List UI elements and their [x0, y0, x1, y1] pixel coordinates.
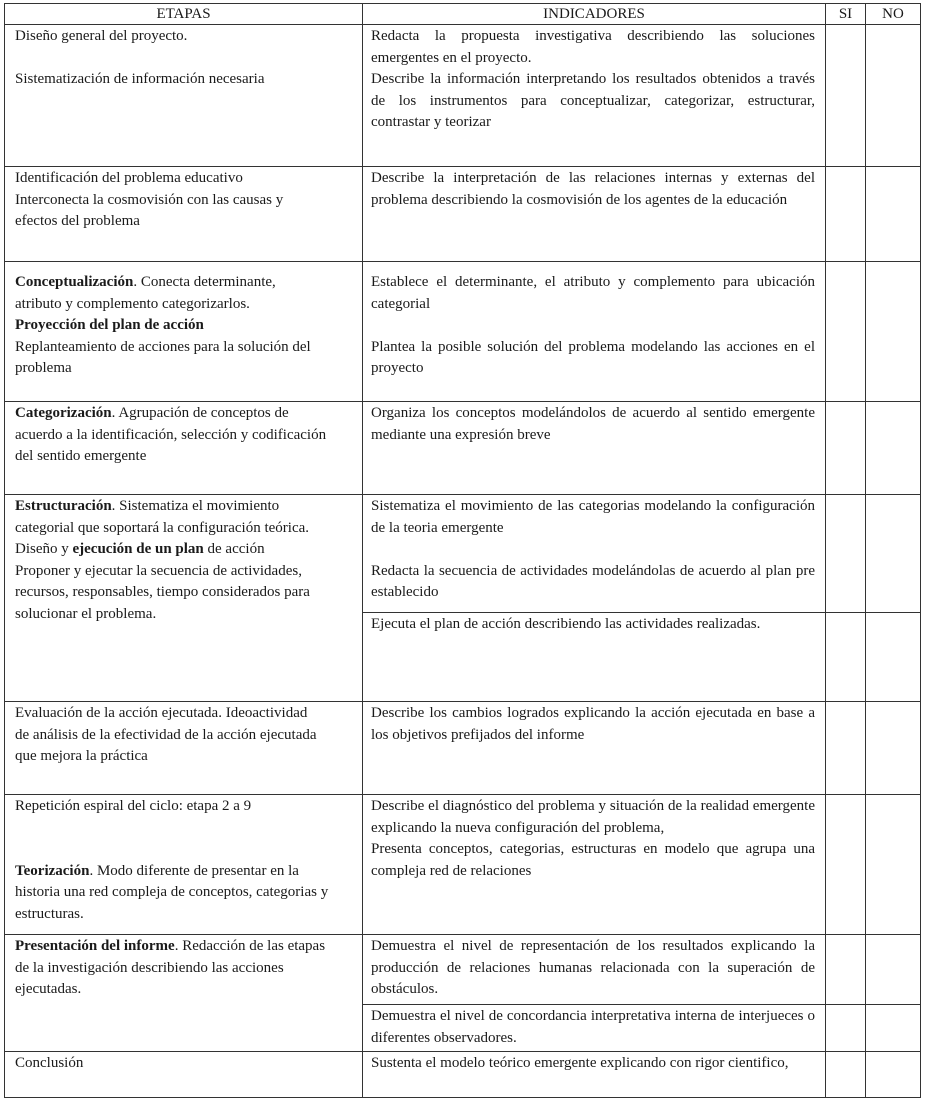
si-checkbox-cell[interactable] — [826, 167, 866, 262]
etapa-cell — [5, 1052, 363, 1098]
indicador-cell — [363, 495, 826, 613]
si-checkbox-cell[interactable] — [826, 613, 866, 702]
indicador-cell — [363, 25, 826, 167]
header-row — [5, 4, 921, 25]
table-row — [5, 935, 921, 1005]
indicador-text: Plantea la posible solución del problema modelando las acciones en el proyecto — [371, 338, 815, 376]
etapa-rest: Replanteamiento de acciones para la solución del problema — [15, 338, 311, 376]
indicador-text: Describe el diagnóstico del problema y situación de la realidad emergente explicando la nueva configuración del problema, — [371, 798, 815, 836]
header-si: SI — [826, 4, 866, 25]
etapa-text — [15, 861, 340, 926]
etapa-rest: . Sistematiza el movimiento categorial que soportará la configuración teórica. — [15, 498, 310, 536]
indicador-cell — [363, 935, 826, 1005]
si-checkbox-cell[interactable] — [826, 1005, 866, 1052]
etapa-bold: Presentación del informe — [15, 938, 175, 954]
indicador-text: Establece el determinante, el atributo y complemento para ubicación categorial — [371, 274, 815, 312]
indicador-cell — [363, 402, 826, 495]
etapa-bold: Proyección del plan de acción — [15, 317, 204, 333]
indicador-text: Sustenta el modelo teórico emergente explicando con rigor cientifico, — [371, 1055, 789, 1071]
indicador-text: Organiza los conceptos modelándolos de acuerdo al sentido emergente mediante una expresión breve — [371, 405, 815, 443]
indicador-text: Demuestra el nivel de concordancia interpretativa interna de interjueces o diferentes observadores. — [371, 1008, 815, 1046]
si-checkbox-cell[interactable] — [826, 702, 866, 795]
etapa-cell — [5, 25, 363, 167]
si-checkbox-cell[interactable] — [826, 495, 866, 613]
no-checkbox-cell[interactable] — [866, 935, 921, 1005]
etapa-text — [15, 315, 315, 380]
indicador-cell — [363, 1005, 826, 1052]
si-checkbox-cell[interactable] — [826, 1052, 866, 1098]
no-checkbox-cell[interactable] — [866, 702, 921, 795]
header-indicadores: INDICADORES — [363, 4, 826, 25]
si-checkbox-cell[interactable] — [826, 402, 866, 495]
etapa-text: Identificación del problema educativo Interconecta la cosmovisión con las causas y efectos del problema — [15, 170, 284, 229]
etapa-text — [15, 936, 330, 1001]
indicador-text: Redacta la propuesta investigativa describiendo las soluciones emergentes en el proyecto. — [371, 28, 815, 66]
table-row — [5, 25, 921, 167]
no-checkbox-cell[interactable] — [866, 495, 921, 613]
etapa-text — [15, 496, 335, 539]
indicador-cell — [363, 795, 826, 935]
table-row — [5, 402, 921, 495]
indicador-cell — [363, 167, 826, 262]
indicador-text: Describe la interpretación de las relaciones internas y externas del problema describiendo la cosmovisión de los agentes de la educación — [371, 170, 815, 208]
si-checkbox-cell[interactable] — [826, 795, 866, 935]
indicador-text: Demuestra el nivel de representación de los resultados explicando la producción de relaciones humanas relacionada con la superación de obstáculos. — [371, 938, 815, 997]
etapa-text: Conclusión — [15, 1055, 84, 1071]
si-checkbox-cell[interactable] — [826, 262, 866, 402]
etapa-text: Proponer y ejecutar la secuencia de actividades, recursos, responsables, tiempo considerados para solucionar el problema. — [15, 562, 310, 622]
indicador-text: Describe los cambios logrados explicando la acción ejecutada en base a los objetivos prefijados del informe — [371, 705, 815, 743]
etapa-text: Diseño general del proyecto. — [15, 28, 188, 44]
indicador-cell — [363, 702, 826, 795]
table-row — [5, 702, 921, 795]
etapa-cell — [5, 262, 363, 402]
etapa-text — [15, 539, 315, 561]
no-checkbox-cell[interactable] — [866, 613, 921, 702]
indicador-text: Describe la información interpretando los resultados obtenidos a través de los instrumentos para conceptualizar, categorizar, estructurar, contrastar y teorizar — [371, 71, 815, 130]
indicador-text: Sistematiza el movimiento de las categorias modelando la configuración de la teoria emergente — [371, 498, 815, 536]
etapa-rest: Diseño y — [15, 541, 73, 557]
etapa-rest: . Conecta determinante, atributo y complemento categorizarlos. — [15, 274, 276, 312]
no-checkbox-cell[interactable] — [866, 795, 921, 935]
etapa-rest: . Redacción de las etapas de la investigación describiendo las acciones ejecutadas. — [15, 938, 326, 997]
indicador-text: Ejecuta el plan de acción describiendo las actividades realizadas. — [371, 616, 761, 632]
etapa-bold: Estructuración — [15, 498, 112, 514]
si-checkbox-cell[interactable] — [826, 935, 866, 1005]
etapa-cell — [5, 167, 363, 262]
si-checkbox-cell[interactable] — [826, 25, 866, 167]
etapa-bold: Categorización — [15, 405, 112, 421]
indicador-text: Redacta la secuencia de actividades modelándolas de acuerdo al plan pre establecido — [371, 562, 815, 600]
etapa-text: Evaluación de la acción ejecutada. Ideoactividad de análisis de la efectividad de la acción ejecutada que mejora la práctica — [15, 705, 317, 764]
etapa-cell — [5, 795, 363, 935]
indicador-cell — [363, 262, 826, 402]
table-row — [5, 262, 921, 402]
no-checkbox-cell[interactable] — [866, 402, 921, 495]
no-checkbox-cell[interactable] — [866, 25, 921, 167]
etapa-bold: ejecución de un plan — [72, 541, 204, 557]
table-row — [5, 1052, 921, 1098]
etapa-bold: Teorización — [15, 862, 90, 879]
etapa-rest: . Agrupación de conceptos de acuerdo a la identificación, selección y codificación del sentido emergente — [15, 405, 327, 464]
table-row — [5, 795, 921, 935]
etapa-cell — [5, 702, 363, 795]
evaluation-table — [4, 3, 921, 1098]
etapa-text — [15, 403, 335, 468]
header-no: NO — [866, 4, 921, 25]
etapa-rest: . Modo diferente de presentar en la historia una red compleja de conceptos, categorias y estructuras. — [15, 862, 329, 922]
etapa-cell — [5, 402, 363, 495]
indicador-cell — [363, 1052, 826, 1098]
indicador-text: Presenta conceptos, categorias, estructuras en modelo que agrupa una compleja red de relaciones — [371, 841, 815, 879]
etapa-rest: de acción — [203, 541, 265, 557]
etapa-cell — [5, 495, 363, 702]
etapa-cell — [5, 935, 363, 1052]
etapa-text: Repetición espiral del ciclo: etapa 2 a 9 — [15, 798, 252, 814]
table-row — [5, 167, 921, 262]
header-etapas: ETAPAS — [5, 4, 363, 25]
no-checkbox-cell[interactable] — [866, 1052, 921, 1098]
table-row — [5, 495, 921, 613]
no-checkbox-cell[interactable] — [866, 262, 921, 402]
etapa-text: Sistematización de información necesaria — [15, 71, 265, 87]
indicador-cell — [363, 613, 826, 702]
no-checkbox-cell[interactable] — [866, 167, 921, 262]
etapa-text — [15, 272, 315, 315]
no-checkbox-cell[interactable] — [866, 1005, 921, 1052]
etapa-bold: Conceptualización — [15, 274, 134, 290]
